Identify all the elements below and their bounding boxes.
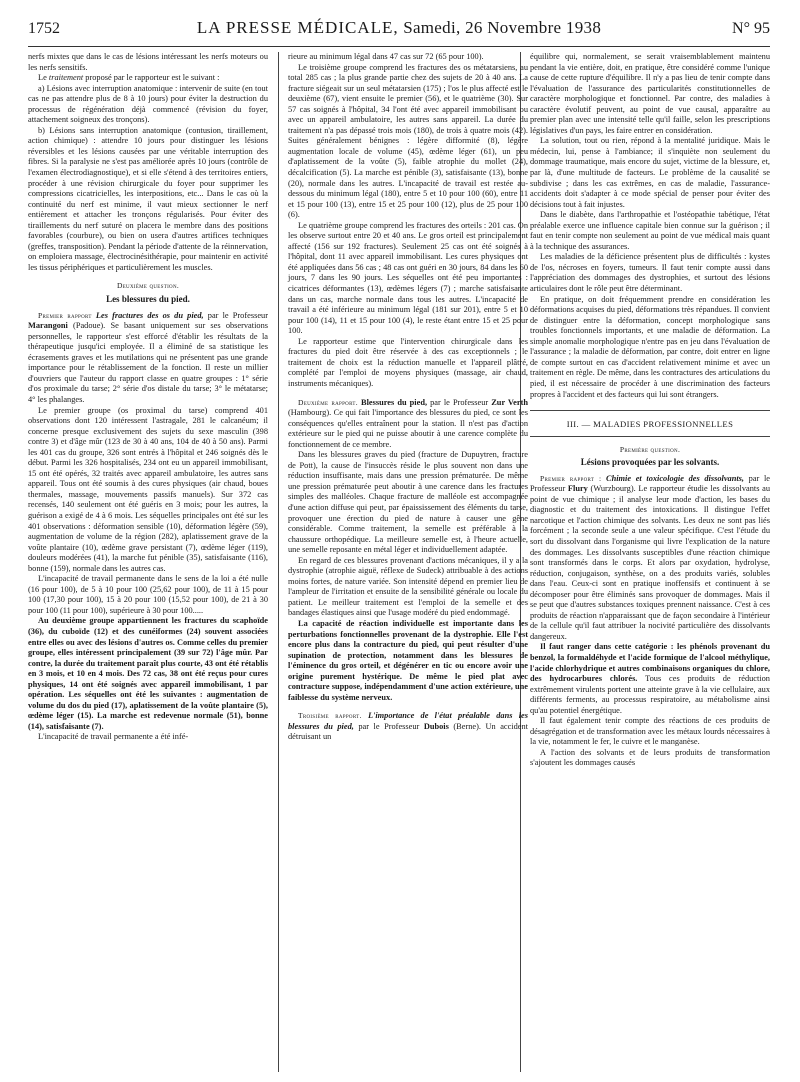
paragraph: rieure au minimum légal dans 47 cas sur 72 (65 pour 100).	[288, 52, 484, 61]
journal-name: LA PRESSE MÉDICALE,	[196, 18, 399, 37]
section-title: III. — MALADIES PROFESSIONNELLES	[566, 419, 734, 430]
paragraph: Dans les blessures graves du pied (fracture de Dupuytren, fracture de Pott), la cause de l'insuccès réside le plus souvent non dans une réduction insuffisante, mais dans une pression prématurée. De même une pression prématurée peut aboutir à une carence dans les fractures simples des malléoles. Chaque fracture de malléole est accompagnée d'une action diffuse qui peut, par épaississement des éléments du tarse, provoquer une érection du pied de nature à causer une gêne considérable. Comme traitement, la semelle est préférable à la chaussure orthopédique. La meilleure semelle est, à l'heure actuelle, une semelle reposante en métal léger et individuellement adaptée.	[288, 450, 528, 555]
issue-number: N° 95	[732, 20, 770, 37]
question-label: Première question.	[619, 444, 681, 454]
paragraph: Il faut ranger dans cette catégorie : les phénols provenant du benzol, la formaldéhyde et l'acide formique de l'alcool méthylique, l'acide chlorhydrique et autres combinaisons organiques du chlore, des hydrocarbures chlorés. Tous ces produits de réduction extrêmement virulents portent une atteinte grave à la vie cellulaire, aux différents ferments, au processus respiratoire, au métabolisme ainsi qu'au potentiel énergétique.	[530, 642, 770, 715]
paragraph: Le quatrième groupe comprend les fractures des orteils : 201 cas. On les observe surtout entre 20 et 40 ans. Le gros orteil est principalement affecté (156 sur 192 fractures). Seulement 25 cas ont été soignés à l'hôpital, dont 11 avec appareil immobilisant. Les cures physiques ont été appliquées dans 56 cas ; 48 cas ont guéri en 30 jours, 84 dans les 60 jours, 7 dans les 90 jours. Les séquelles ont été peu importantes : cicatrices déformantes (13), œdèmes légers (7) ; marche satisfaisante dans un cas, marche normale dans tous les autres. L'incapacité de travail a été inférieure au minimum légal (181 sur 201), entre 5 et 10 pour 100 (14), 11 et 15 pour 100 (4), le reste étant entre 15 et 25 pour 100.	[288, 220, 528, 336]
paragraph: Les maladies de la déficience présentent plus de difficultés : kystes de l'os, nécroses en foyers, tumeurs. Il faut tenir compte aussi dans l'appréciation des dommages des dystrophies, et surtout des lésions articulaires dont le rôle peut être déterminant.	[530, 252, 770, 294]
paragraph: nerfs mixtes que dans le cas de lésions intéressant les nerfs moteurs ou les nerfs sensitifs.	[28, 52, 268, 72]
paragraph: L'incapacité de travail permanente dans le sens de la loi a été nulle (16 pour 100), de 5 à 10 pour 100 (25,62 pour 100), de 11 à 15 pour 100 (17,30 pour 100), 15 à 20 pour 100 (15,52 pour 100), de 21 à 30 pour 100 (11 pour 100), supérieure à 30 pour 100.....	[28, 574, 268, 615]
paragraph: b) Lésions sans interruption anatomique (contusion, tiraillement, action chimique) : attendre 10 jours pour distinguer les lésions réversibles et les lésions causées par une véritable interruption des fibres. Si la paralysie ne s'est pas améliorée après 10 jours (contrôle de l'examen électrodiagnostique), et si elle s'étend à des territoires entiers, procéder à une révision chirurgicale du foyer pour supprimer les compressions cicatricielles, les interpositions, etc... Dans le cas où la continuité du nerf est minime, il vaut mieux sectionner le nerf entièrement et attacher les tronçons régularisés. Pour éviter des tiraillements du nerf suturé on placera le membre dans des positions favorables (courbure), ou bien on usera d'autres artifices techniques (greffes, transposition). Pendant la période d'attente de la réinnervation, on emploiera massage, électrocinésithérapie, pour maintenir en activité les tissus périphériques et particulièrement les muscles.	[28, 125, 268, 272]
column-divider-1	[278, 52, 279, 1072]
report-paragraph: Premier rapport Les fractures des os du pied, par le Professeur Marangoni (Padoue). Se basant uniquement sur ses observations personnelles, le rapporteur s'est efforcé d'établir les résultats de la thérapeutique jusqu'ici employée. Il a éliminé de sa statistique les écrasements graves et les mutilations qui ne présentent pas une grande importance pour le rétablissement de la fonction. Il reste un millier d'ouvriers que l'auteur du rapport classe en quatre groupes : 1° série d'os proximale du tarse; 2° série d'os distale du tarse; 3° le métatarse; 4° les phalanges.	[28, 310, 268, 404]
page-number: 1752	[28, 20, 60, 37]
journal-title-line	[28, 18, 770, 38]
section-separator	[530, 436, 770, 437]
page-header	[28, 16, 770, 47]
paragraph: Le traitement proposé par le rapporteur est le suivant :	[38, 73, 220, 83]
paragraph: équilibre qui, normalement, se serait vraisemblablement maintenu pendant la vie entière, doit, en pratique, être considéré comme l'unique cause de cette rupture d'équilibre. Il n'y a pas lieu de tenir compte dans l'évaluation de l'assurance des particularités constitutionnelles de caractère morphologique et fonctionnel. Par contre, des maladies à caractère évolutif peuvent, au point de vue causal, apparaître au premier plan avec une intensité telle qu'il faille, selon les prescriptions législatives d'un pays, les faire entrer en considération.	[530, 52, 770, 135]
report-paragraph: Premier rapport : Chimie et toxicologie des dissolvants, par le Professeur Flury (Wurzbourg). Le rapporteur étudie les dissolvants au point de vue chimique ; il analyse leur mode d'action, les bases du diagnostic et du traitement des intoxications. Il distingue l'effet narcotique et l'action chimique des solvants. Les deux ne sont pas liés forcément ; la seconde seule a une valeur spécifique. C'est l'étude du sort du dissolvant dans l'organisme qui livre l'explication de la nature des dommages. Les dissolvants susceptibles d'une réaction chimique sont transformés dans le corps. Et alors par oxydation, hydrolyse, réduction, conjugaison, synthèse, on a des produits variés, solubles dans l'eau. Ceux-ci sont en pratique inoffensifs et continuent à se décomposer pour être éliminés sans provoquer de dommages. Mais il se peut que d'autres substances toxiques prennent naissance. C'est à ces produits de réaction n'apparaissant que de façon secondaire à l'intérieur de la cellule qu'il faut attribuer la nocivité particulière des dissolvants dangereux.	[530, 473, 771, 641]
paragraph: Le troisième groupe comprend les fractures des os métatarsiens, au total 285 cas ; la plus grande partie chez des sujets de 20 à 40 ans. La fracture siégeait sur un seul métatarsien (175) ; l'os le plus affecté est le deuxième (67), vient ensuite le premier (56), et le quatrième (30). Sur 57 cas soignés à l'hôpital, 34 l'ont été avec appareil immobilisant ou avec un appareil ambulatoire, les autres sans appareil. La durée du traitement n'a pas dépassé trois mois (180), de trois à quatre mois (42). Suites généralement bénignes : légère difformité (8), légère augmentation locale de volume (45), œdème léger (61), un peu d'aplatissement de la voûte (5), faible atrophie du mollet (24), décalcification (5). La marche est pénible (3), satisfaisante (13), bonne (20), normale dans les autres. L'incapacité de travail est restée au-dessous du minimum légal (180), entre 5 et 10 pour 100 (60), entre 11 et 15 pour 100 (13), entre 15 et 25 pour 100 (12), plus de 25 pour 100 (6).	[288, 62, 528, 220]
paragraph: Il faut également tenir compte des réactions de ces produits de désagrégation et de transformation avec les métaux lourds nécessaires à la vie, notamment le fer, le cuivre et le manganèse.	[530, 716, 770, 747]
paragraph: A l'action des solvants et de leurs produits de transformation s'ajoutent les dommages causés	[530, 747, 770, 768]
question-label: Deuxième question.	[116, 281, 180, 291]
question-title: Les blessures du pied.	[106, 294, 190, 305]
section-separator	[530, 410, 770, 411]
paragraph: Au deuxième groupe appartiennent les fractures du scaphoïde (36), du cuboïde (12) et des cunéiformes (24) souvent associées entre elles ou avec des lésions d'autres os. Comme celles du premier groupe, elles intéressent principalement (39 sur 72) l'âge mûr. Par contre, la durée du traitement paraît plus courte, 43 ont été rétablis en 3 mois, et 10 en 4 mois. Des 72 cas, 38 ont été reçus pour cures physiques, 14 ont été soignés avec appareil immobilisant, 1 par opération. Les séquelles ont été les suivantes : augmentation de volume du dos du pied (17), aplatissement de la voûte plantaire (5), œdème léger (15). La marche est redevenue normale (51), bonne (14), satisfaisante (7).	[28, 616, 268, 731]
question-title: Lésions provoquées par les solvants.	[580, 457, 720, 468]
paragraph: a) Lésions avec interruption anatomique : intervenir de suite (en tout cas ne pas attendre plus de 8 à 10 jours) pour éviter la destruction du processus de régénération déjà commencé (révision du foyer, attachement soigneux des tronçons).	[28, 83, 268, 125]
column-1	[28, 52, 268, 743]
paragraph: En pratique, on doit fréquemment prendre en considération les déformations acquises du pied, déformations très répandues. Il convient de distinguer entre la déformation, concept morphologique sans troubles fonctionnels importants, et une maladie de déformation. La simple anomalie morphologique n'entre pas en jeu dans l'évaluation de l'assurance ; la maladie de déformation, par contre, doit entrer en ligne de compte surtout en cas d'accident relativement minime et avec un traitement en règle. De même, dans les contractures des articulations du pied, il est nécessaire de procéder à une discrimination des facteurs propres à l'accident et des facteurs qui lui sont étrangers.	[530, 294, 770, 399]
column-3	[530, 52, 770, 769]
paragraph: En regard de ces blessures provenant d'actions mécaniques, il y a la dystrophie (atrophie aiguë, réflexe de Sudeck) attribuable à des actions moins fortes, de nature variée. Son intensité dépend en premier lieu de l'ampleur de l'irritation et ensuite de la sensibilité générale ou locale du patient. Le meilleur traitement est l'emploi de la semelle et des bandages élastiques ainsi que l'usage modéré du pied endommagé.	[288, 555, 528, 618]
issue-date: Samedi, 26 Novembre 1938	[403, 18, 602, 37]
paragraph: L'incapacité de travail permanente a été infé-	[38, 732, 189, 742]
paragraph: Le rapporteur estime que l'intervention chirurgicale dans les fractures du pied doit être réservée à des cas exceptionnels ; le traitement de choix est la réduction manuelle et l'appareil plâtré, complété par l'emploi de moyens physiques (massage, air chaud, instruments mécaniques).	[288, 336, 528, 388]
column-2	[288, 52, 528, 743]
paragraph: Dans le diabète, dans l'arthropathie et l'ostéopathie tabétique, l'état préalable exerce une influence capitale bien connue sur la guérison ; il faut en tenir compte non seulement au point de vue médical mais quant à la technique des assurances.	[530, 210, 770, 251]
paragraph: La capacité de réaction individuelle est importante dans les perturbations fonctionnelles provenant de la dystrophie. Elle l'est encore plus dans la contracture du pied, qui peut résulter d'une supination de protection, notamment dans les blessures de l'éminence du gros orteil, et dégénérer en tic ou encore avoir une origine purement hystérique. De même le pied plat avec contracture suppose, indépendamment d'une action extérieure, une faiblesse du système nerveux.	[288, 618, 528, 702]
paragraph: La solution, tout ou rien, répond à la mentalité juridique. Mais le médecin, lui, pense à l'ambiance; il s'inquiète non seulement du dommage traumatique, mais encore du sujet, victime de la blessure, et, par là, d'une multitude de facteurs. Le problème de la causalité se subdivise ; dans les cas extrêmes, en cas de maladie, l'assurance-accidents doit s'adapter à ce mode spécial de penser pour éviter des décisions tout à fait injustes.	[530, 136, 770, 209]
paragraph: Le premier groupe (os proximal du tarse) comprend 401 observations dont 120 intéressent l'astragale, 281 le calcanéum; il concerne presque exclusivement des sujets du sexe masculin (398 contre 3) et d'âge mûr (123 de 30 à 40 ans, 104 de 40 à 50 ans). Parmi les 401 cas du groupe, 326 sont entrés à l'hôpital et 246 soignés dès le début. Parmi les 326 hospitalisés, 234 ont eu un appareil immobilisant, 15 ont été opérés, 32 traités avec appareil ambulatoire, les autres sans appareil. Tous ont été soumis à des cures physiques (air chaud, boues thermales, massage, mouvements passifs manuels). Sur 372 cas recensés, 140 seulement ont été guéris en 3 mois; pour les autres, la guérison a exigé de 4 à 6 mois. Les séquelles principales ont été sur les 401 observations : déformation sensible (10), déformation légère (59), augmentation de volume de la région (282), aplatissement grave de la voûte plantaire (10), œdème grave persistant (7), œdème léger (119), douleurs modérées (41), la marche fut pénible (35), satisfaisante (116), bonne (159), normale dans les autres cas.	[28, 405, 268, 573]
report-paragraph: Troisième rapport. L'importance de l'état préalable dans les blessures du pied, par le Professeur Dubois (Berne). Un accident détruisant un	[288, 711, 528, 742]
report-paragraph: Deuxième rapport. Blessures du pied, par le Professeur Zur Verth (Hambourg). Ce qui fait l'importance des blessures du pied, ce sont les conséquences qu'elles entraînent pour la station. Il n'est pas d'action extérieure sur le pied qui ne puisse aboutir à une carence complète du fonctionnement de ce membre.	[288, 397, 528, 449]
